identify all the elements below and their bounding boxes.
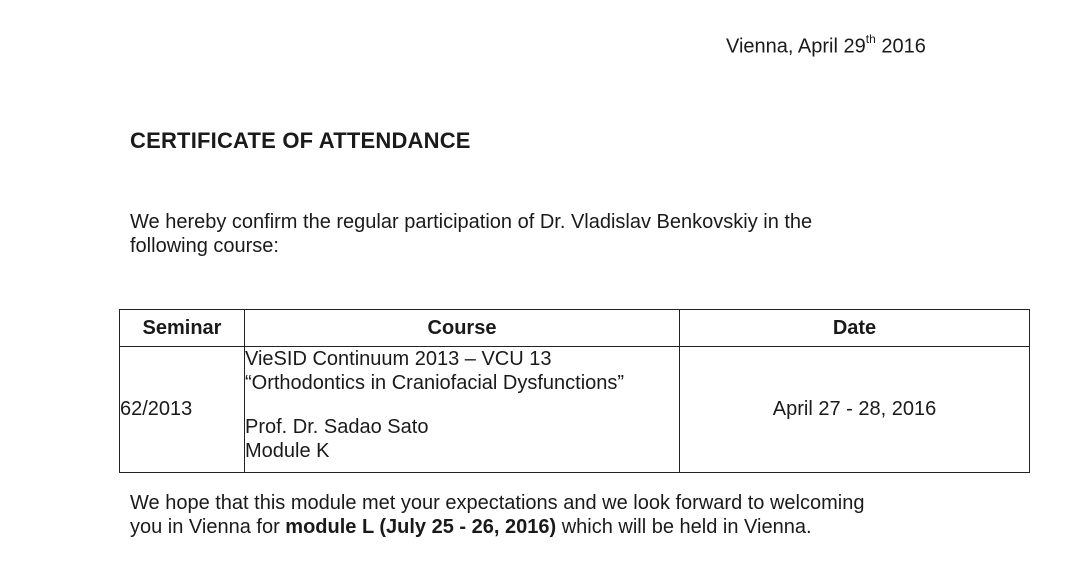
intro-line-1: We hereby confirm the regular participation of Dr. Vladislav Benkovskiy in the bbox=[130, 211, 813, 233]
course-details bbox=[245, 347, 680, 473]
intro-line-2: following course: bbox=[130, 235, 279, 257]
course-table bbox=[119, 309, 1030, 473]
table-row bbox=[120, 347, 1030, 473]
seminar-number: 62/2013 bbox=[120, 347, 245, 473]
header-seminar: Seminar bbox=[120, 310, 245, 347]
closing-paragraph bbox=[130, 491, 1010, 539]
header-course: Course bbox=[245, 310, 680, 347]
header-date: Date bbox=[680, 310, 1030, 347]
closing-line-2-prefix: you in Vienna for bbox=[130, 516, 286, 538]
date-prefix: Vienna, April 29 bbox=[726, 35, 866, 58]
closing-line-2-suffix: which will be held in Vienna. bbox=[556, 516, 812, 538]
closing-line-2 bbox=[130, 515, 1010, 539]
certificate-title: CERTIFICATE OF ATTENDANCE bbox=[130, 128, 471, 153]
course-date: April 27 - 28, 2016 bbox=[680, 347, 1030, 473]
intro-paragraph bbox=[130, 210, 910, 258]
course-subtitle: “Orthodontics in Craniofacial Dysfunctions” bbox=[245, 372, 625, 394]
course-module: Module K bbox=[245, 440, 330, 462]
table-header-row bbox=[120, 310, 1030, 347]
date-ordinal-suffix: th bbox=[865, 32, 876, 46]
closing-line-1: We hope that this module met your expectations and we look forward to welcoming bbox=[130, 492, 865, 514]
document-date bbox=[726, 34, 926, 59]
course-instructor: Prof. Dr. Sadao Sato bbox=[245, 416, 429, 438]
next-module-highlight: module L (July 25 - 26, 2016) bbox=[285, 516, 557, 538]
course-name: VieSID Continuum 2013 – VCU 13 bbox=[245, 348, 552, 370]
date-year: 2016 bbox=[881, 35, 926, 58]
